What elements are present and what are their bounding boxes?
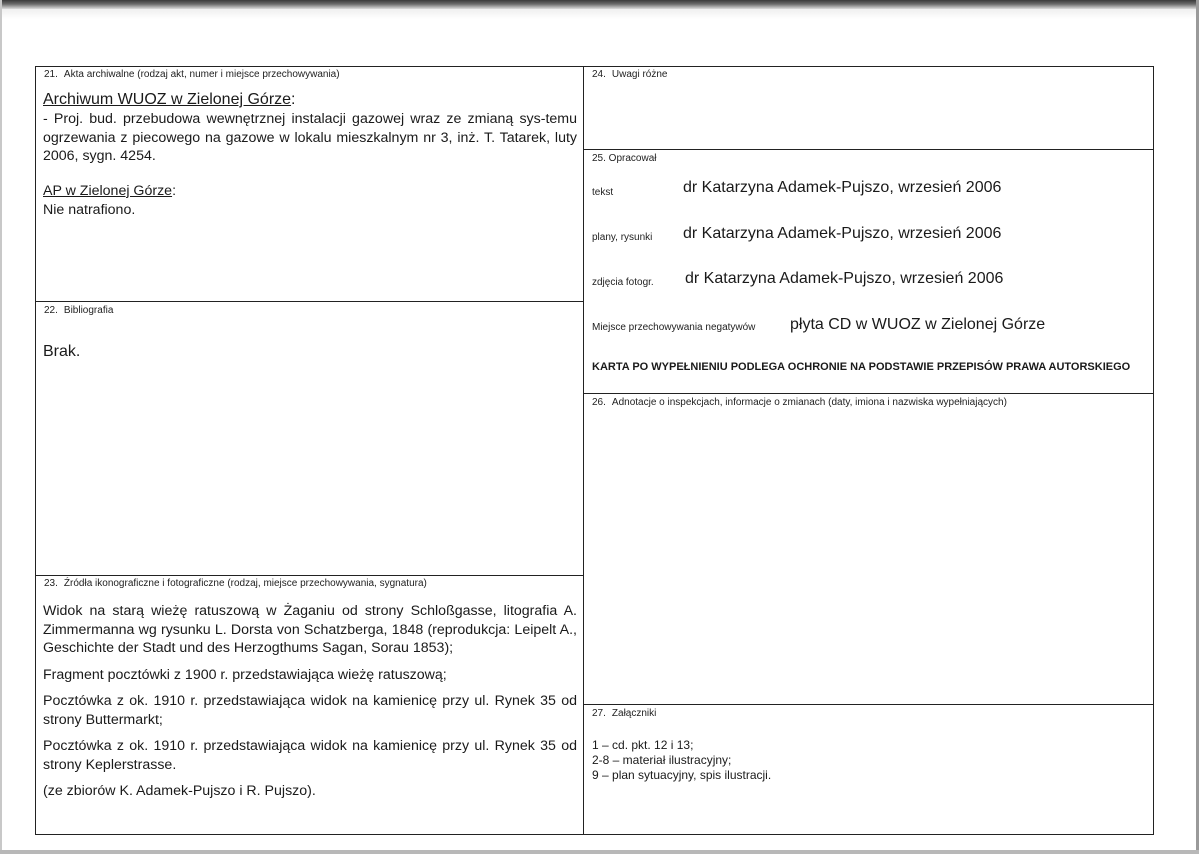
iconography-source: (ze zbiorów K. Adamek-Pujszo i R. Pujszo). [43, 783, 316, 799]
tekst-value: dr Katarzyna Adamek-Pujszo, wrzesień 2006 [683, 179, 1002, 196]
iconography-item-3: Pocztówka z ok. 1910 r. przedstawiająca widok na kamienicę przy ul. Rynek 35 od strony Buttermarkt; [43, 693, 577, 728]
section-21-archive1 [43, 90, 577, 110]
iconography-item-2: Fragment pocztówki z 1900 r. przedstawiająca wieżę ratuszową; [43, 666, 447, 683]
section-21-caption [44, 69, 340, 81]
archive1-title: Archiwum WUOZ w Zielonej Górze [43, 91, 292, 108]
section-26-number: 26. [592, 397, 606, 408]
attachment-item: 2-8 – materiał ilustracyjny; [592, 753, 732, 767]
section-24-caption-text: Uwagi różne [611, 69, 668, 80]
negatywy-value: płyta CD w WUOZ w Zielonej Górze [790, 316, 1046, 333]
plany-label: plany, rysunki [592, 232, 653, 243]
archive1-colon: : [291, 91, 296, 108]
section-27-caption-text: Załączniki [611, 708, 657, 719]
negatywy-label: Miejsce przechowywania negatywów [592, 322, 756, 333]
section-24-number: 24. [592, 69, 606, 80]
column-divider [583, 66, 584, 835]
archive2-colon: : [172, 183, 177, 199]
attachment-item: 9 – plan sytuacyjny, spis ilustracji. [592, 768, 772, 782]
section-22-caption [44, 305, 113, 317]
copyright-notice: KARTA PO WYPEŁNIENIU PODLEGA OCHRONIE NA PODSTAWIE PRZEPISÓW PRAWA AUTORSKIEGO [592, 361, 1131, 373]
section-22-caption-text: Bibliografia [63, 305, 114, 316]
attachment-item: 1 – cd. pkt. 12 i 13; [592, 738, 694, 752]
scan-shadow [0, 9, 1199, 19]
divider-26-27 [584, 704, 1154, 705]
divider-22-23 [35, 575, 584, 576]
section-23-caption-text: Źródła ikonograficzne i fotograficzne (rodzaj, miejsce przechowywania, sygnatura) [63, 578, 427, 589]
section-22-number: 22. [44, 305, 58, 316]
section-23-caption [44, 578, 427, 590]
section-26-caption [592, 397, 1007, 409]
scan-left-edge [0, 0, 2, 854]
section-23-body [43, 602, 577, 801]
section-27-caption [592, 708, 656, 720]
section-23-number: 23. [44, 578, 58, 589]
section-24-caption [592, 69, 668, 81]
zdjecia-label: zdjęcia fotogr. [592, 277, 654, 288]
section-26-caption-text: Adnotacje o inspekcjach, informacje o zmianach (daty, imiona i nazwiska wypełniających) [611, 397, 1007, 408]
scan-bottom-edge [0, 850, 1199, 854]
attachments-list [592, 738, 771, 783]
section-25-caption: 25. Opracował [592, 153, 657, 164]
divider-24-25 [584, 149, 1154, 150]
section-21-archive2 [43, 182, 577, 201]
plany-value: dr Katarzyna Adamek-Pujszo, wrzesień 2006 [683, 225, 1002, 242]
section-22-text: Brak. [43, 343, 81, 360]
iconography-item-4: Pocztówka z ok. 1910 r. przedstawiająca widok na kamienicę przy ul. Rynek 35 od strony Keplerstrasse. [43, 738, 577, 773]
divider-25-26 [584, 393, 1154, 394]
section-21-archive1-text: - Proj. bud. przebudowa wewnętrznej instalacji gazowej wraz ze zmianą sys-temu ogrzewania z piecowego na gazowe w lokalu mieszkalnym nr 3, inż. T. Tatarek, luty 2006, sygn. 4254. [43, 111, 577, 164]
section-21-archive2-text: Nie natrafiono. [43, 202, 136, 218]
section-21-caption-text: Akta archiwalne (rodzaj akt, numer i miejsce przechowywania) [63, 69, 340, 80]
divider-21-22 [35, 301, 584, 302]
zdjecia-value: dr Katarzyna Adamek-Pujszo, wrzesień 2006 [685, 270, 1004, 287]
section-21-number: 21. [44, 69, 58, 80]
archive2-title: AP w Zielonej Górze [43, 183, 173, 199]
iconography-item-1: Widok na starą wieżę ratuszową w Żaganiu od strony Schloßgasse, litografia A. Zimmermanna wg rysunku L. Dorsta von Schatzberga, 1848 (reprodukcja: Leipelt A., Geschichte der Stadt und des Herzogthums Sagan, Sorau 1853); [43, 603, 577, 656]
scan-top-edge [0, 0, 1199, 9]
tekst-label: tekst [592, 187, 614, 198]
section-27-number: 27. [592, 708, 606, 719]
